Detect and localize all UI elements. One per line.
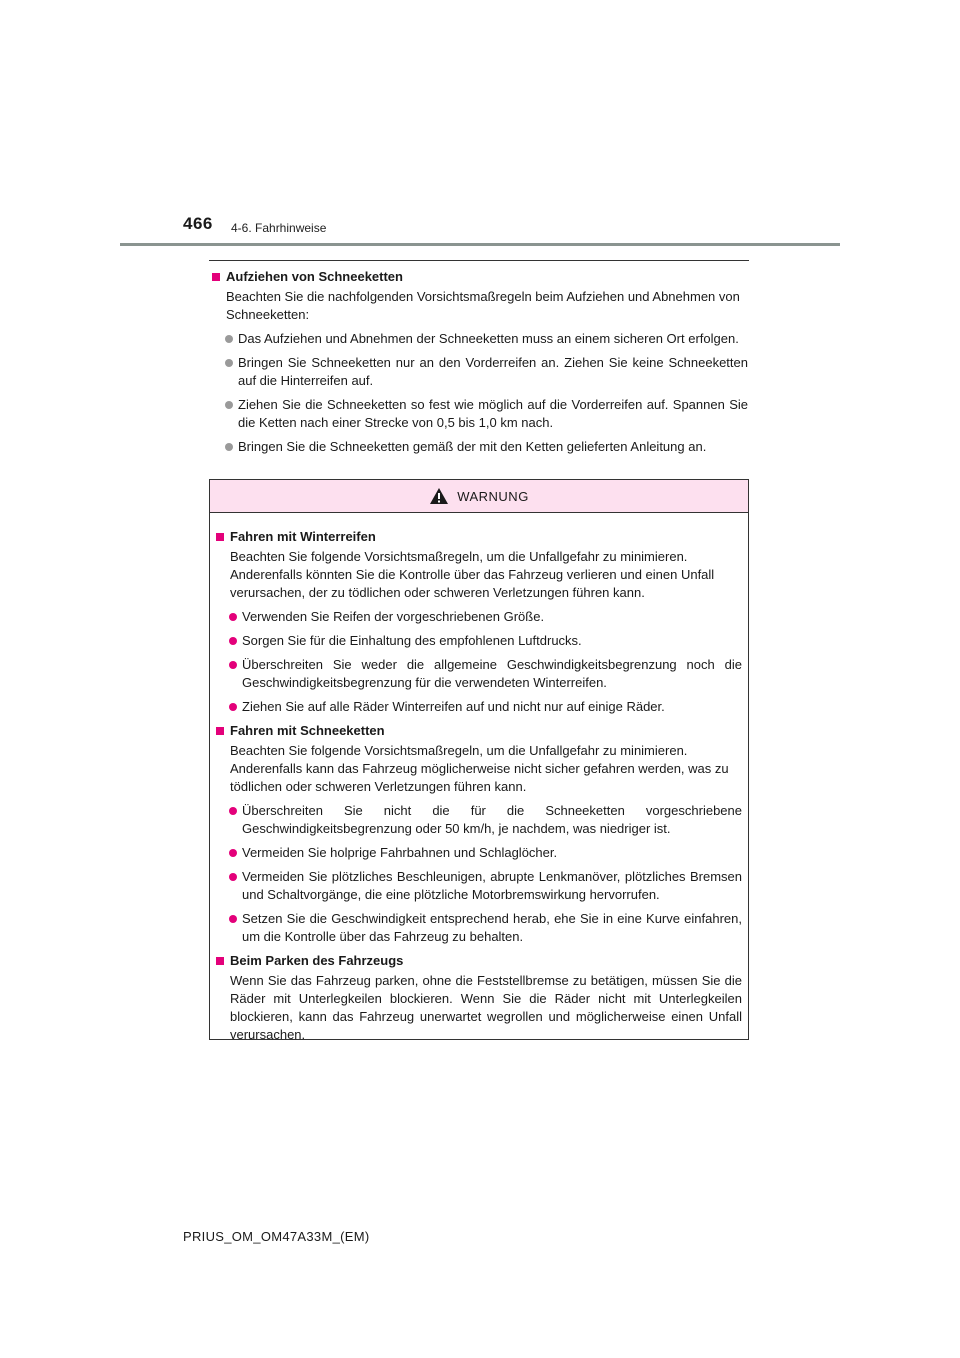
list-item: Überschreiten Sie nicht die für die Schneeketten vorgeschriebene Geschwindigkeitsbegrenzung oder 50 km/h, je nachdem, was niedriger ist.: [216, 802, 742, 838]
circle-bullet-icon: [229, 703, 237, 711]
content-rule: [209, 260, 749, 261]
snow-chains-heading: Aufziehen von Schneeketten: [212, 268, 748, 286]
list-item: Ziehen Sie auf alle Räder Winterreifen auf und nicht nur auf einige Räder.: [216, 698, 742, 716]
warning-heading-parking: Beim Parken des Fahrzeugs: [216, 952, 742, 970]
circle-bullet-icon: [229, 915, 237, 923]
circle-bullet-icon: [229, 661, 237, 669]
list-item: Vermeiden Sie plötzliches Beschleunigen, abrupte Lenkmanöver, plötzliches Bremsen und Schaltvorgänge, die eine plötzliche Motorbremswirkung hervorrufen.: [216, 868, 742, 904]
circle-bullet-icon: [229, 849, 237, 857]
list-item: Bringen Sie die Schneeketten gemäß der mit den Ketten gelieferten Anleitung an.: [212, 438, 748, 456]
document-id: PRIUS_OM_OM47A33M_(EM): [183, 1229, 370, 1244]
warning-box: [209, 479, 749, 1040]
page-number: 466: [183, 214, 213, 233]
snow-chains-intro: Beachten Sie die nachfolgenden Vorsichtsmaßregeln beim Aufziehen und Abnehmen von Schneeketten:: [226, 289, 740, 322]
circle-bullet-icon: [229, 807, 237, 815]
warning-heading-snow-chains: Fahren mit Schneeketten: [216, 722, 742, 740]
square-bullet-icon: [216, 957, 224, 965]
circle-bullet-icon: [225, 335, 233, 343]
square-bullet-icon: [212, 273, 220, 281]
snow-chains-section: [212, 268, 748, 456]
circle-bullet-icon: [225, 401, 233, 409]
warning-text: Beachten Sie folgende Vorsichtsmaßregeln, um die Unfallgefahr zu minimieren. Anderenfalls kann das Fahrzeug möglicherweise nicht sicher gefahren werden, was zu tödlichen oder schweren Verletzungen führen kann.: [230, 743, 729, 794]
list-item: Ziehen Sie die Schneeketten so fest wie möglich auf die Vorderreifen auf. Spannen Sie die Ketten nach einer Strecke von 0,5 bis 1,0 km nach.: [212, 396, 748, 432]
list-item: Verwenden Sie Reifen der vorgeschriebenen Größe.: [216, 608, 742, 626]
warning-heading-winter-tires: Fahren mit Winterreifen: [216, 528, 742, 546]
section-reference: 4-6. Fahrhinweise: [231, 221, 327, 235]
list-item: Das Aufziehen und Abnehmen der Schneeketten muss an einem sicheren Ort erfolgen.: [212, 330, 748, 348]
warning-header: [210, 480, 748, 513]
square-bullet-icon: [216, 727, 224, 735]
circle-bullet-icon: [229, 873, 237, 881]
circle-bullet-icon: [229, 637, 237, 645]
list-item: Vermeiden Sie holprige Fahrbahnen und Schlaglöcher.: [216, 844, 742, 862]
square-bullet-icon: [216, 533, 224, 541]
list-item: Überschreiten Sie weder die allgemeine Geschwindigkeitsbegrenzung noch die Geschwindigkeitsbegrenzung für die verwendeten Winterreifen.: [216, 656, 742, 692]
list-item: Sorgen Sie für die Einhaltung des empfohlenen Luftdrucks.: [216, 632, 742, 650]
header-rule: [120, 243, 840, 246]
circle-bullet-icon: [225, 443, 233, 451]
circle-bullet-icon: [225, 359, 233, 367]
circle-bullet-icon: [229, 613, 237, 621]
list-item: Bringen Sie Schneeketten nur an den Vorderreifen an. Ziehen Sie keine Schneeketten auf die Hinterreifen auf.: [212, 354, 748, 390]
warning-icon: [429, 487, 449, 505]
warning-text: Beachten Sie folgende Vorsichtsmaßregeln, um die Unfallgefahr zu minimieren. Anderenfalls könnten Sie die Kontrolle über das Fahrzeug verlieren und einen Unfall verursachen, der zu tödlichen oder schweren Verletzungen führen kann.: [230, 549, 715, 600]
warning-text: Wenn Sie das Fahrzeug parken, ohne die Feststellbremse zu betätigen, müssen Sie die Räder mit Unterlegkeilen blockieren. Wenn Sie die Räder nicht mit Unterlegkeilen blockieren, kann das Fahrzeug unerwartet wegrollen und möglicherweise einen Unfall verursachen.: [230, 973, 742, 1042]
list-item: Setzen Sie die Geschwindigkeit entsprechend herab, ehe Sie in eine Kurve einfahren, um die Kontrolle über das Fahrzeug zu behalten.: [216, 910, 742, 946]
warning-title: WARNUNG: [457, 488, 529, 504]
warning-body: [210, 513, 748, 1044]
